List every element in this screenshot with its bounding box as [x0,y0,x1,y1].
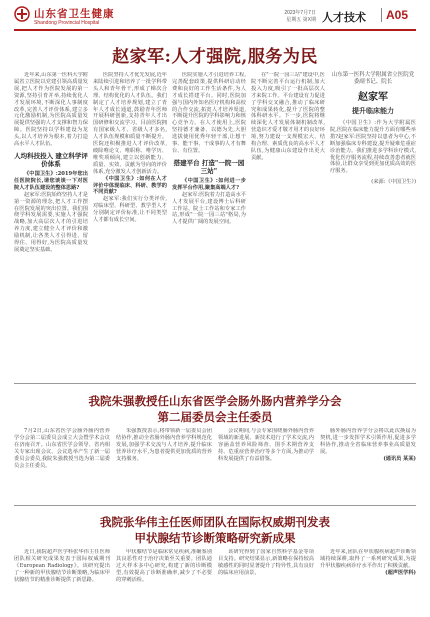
article1-col3-para: 医院实施人才引进培养工程,完善配套政策,提供科研启动经费和良好的工作生活条件,为人才成长搭建平台。同时,医院加强与国内外知名医疗机构和高校的合作交流,拓宽人才培养渠道,不断提升医院的学科影响力和核心竞争力。在人才使用上,医院坚持德才兼备、以德为先,大胆选拔使用优秀年轻干部,让想干事、能干事、干成事的人才有舞台、有位置。 [172,72,246,154]
sidebar-para: 《中国卫生》:作为大学附属医院,医院在临床能力提升方面有哪些举措?赵家军:医院坚持以患者为中心,不断加强临床专科建设,提升疑难危重症诊治能力。我们推进多学科诊疗模式,优化医疗服务流程,持续改善患者就医体验,让群众享受到更加优质高效的医疗服务。 [330,120,416,175]
article1-col1-para: 近年来,山东第一医科大学附属省立医院以党建引领高质量发展,把人才作为医院发展的第一资源,坚持引育并举,持续优化人才发展环境,不断深化人事制度改革,完善人才评价体系,建立多元化激励机制,为医院高质量发展提供坚强的人才支撑和智力保障。医院坚持以学科建设为龙头,以人才培养为根本,着力打造高水平人才队伍。 [14,72,88,148]
article3-column-2 [116,549,212,613]
article1-col4-para: 在"一院一园三站"建设中,医院不断完善平台运行机制,加大投入力度,吸引了一批高层次人才来院工作。平台建设有力促进了学科交叉融合,推动了临床研究和成果转化,提升了医院的整体科研水平。下一步,医院将继续深化人才发展体制机制改革,营造识才爱才敬才用才的良好环境,努力建设一支规模宏大、结构合理、素质优良的高水平人才队伍,为健康山东建设作出更大贡献。 [251,72,325,161]
issue-meta [276,10,316,24]
article1-col1-callout: 《中国卫生》:2019年您出任医院院长,请您谈谈一下对医院人才队伍建设的整体思路? [14,170,88,191]
article1-column-4 [251,72,325,372]
sidebar-kicker: 山东第一医科大学附属省立医院党委副书记、院长 [331,72,415,85]
sidebar-subhead: 提升临床能力 [352,106,394,115]
article3-column-1 [14,549,110,613]
article1-column-1 [14,72,88,372]
article1-col1-para-2: 赵家军:医院始终坚持人才是第一资源的理念,把人才工作摆在医院发展的突出位置。我们围绕学科发展需要,实施人才强院战略,加大高层次人才的引进培养力度,建立健全人才评价和激励机制,让各类人才引得进、留得住、用得好,为医院高质量发展奠定坚实基础。 [14,191,88,253]
article3-column-3 [218,549,314,613]
article1-col2-para: 医院坚持人才优先发展,近年来陆续引进和培养了一批学科带头人和青年骨干,形成了梯次合理、结构优化的人才队伍。我们制定了人才培养规划,建立了青年人才成长通道,鼓励青年医师开展科研创新,支持青年人才出国研修和交流学习。目前医院拥有国家级人才、省级人才多名,人才队伍规模和质量不断提升。医院还积极推进人才评价改革,破除唯论文、唯职称、唯学历、唯奖项倾向,建立以创新能力、质量、实效、贡献为导向的评价体系,充分激发人才创新活力。 [93,72,167,175]
issue-date: 2023年7月7日 [284,10,316,16]
sidebar-source: (来源:《中国卫生》) [371,179,416,186]
sidebar-body [330,120,416,175]
article2-headline-line1: 我院朱强教授任山东省医学会肠外肠内营养学分会 [88,394,342,408]
article-divider-2 [14,505,416,506]
article2-column-2 [116,428,212,500]
article2-col1-para: 7月2日,山东省医学会肠外肠内营养学分会第二届委员会成立大会暨学术会议在济南召开。山东省医学会领导、省内相关专家出席会议。会议选举产生了新一届委员会委员,我院朱强教授当选为第二届委员会主任委员。 [14,428,110,469]
article2-column-3 [218,428,314,500]
article2-headline-line2: 第二届委员会主任委员 [157,410,273,424]
article2-byline: (通讯员 某某) [383,455,416,462]
article2-column-4 [320,428,416,500]
article1-subhead-2: 搭建平台 打造"一院一园三站" [173,158,245,175]
newspaper-subtitle: Shandong Provincial Hospital [34,20,100,26]
issue-weekday: 星期五 第X期 [286,17,316,23]
article3-col1-para: 近日,我院超声医学科张华伟主任医师团队相关研究成果发表于国际权威期刊《European Radiology》。该研究提出了一种新的甲状腺结节诊断策略,为临床甲状腺结节的精准诊断提供了新思路。 [14,549,110,583]
newspaper-logo-icon [14,6,30,22]
article1-column-3 [172,72,246,372]
article2-col4-para: 肠外肠内营养学分会将以此次换届为契机,进一步发挥学术引领作用,促进多学科协作,推动全省临床营养事业高质量发展。 [320,428,416,455]
article3-col2-para: 甲状腺结节是临床常见疾病,准确鉴别其良恶性对于治疗决策至关重要。团队通过大样本多中心研究,构建了新的诊断模型,有效提高了诊断准确率,减少了不必要的穿刺活检。 [116,549,212,583]
article1-col2-callout: 《中国卫生》:如何在人才评价中体现临床、科研、教学的不同贡献? [93,175,167,196]
article1-column-2 [93,72,167,372]
page-number: A05 [381,8,408,22]
article2-column-1 [14,428,110,500]
article1-sidebar [330,72,416,300]
article2-col2-para: 朱强教授表示,将带领新一届委员会团结协作,推动全省肠外肠内营养学科规范化发展,加强学术交流与人才培养,提升临床营养诊疗水平,为患者提供更加优质的营养支持服务。 [116,428,212,462]
article1-col2-para-2: 赵家军:我们实行分类评价,对临床型、科研型、教学型人才分别制定评价标准,让不同类型人才都有成长空间。 [93,196,167,224]
article3-headline-line1: 我院张华伟主任医师团队在国际权威期刊发表 [100,515,330,529]
article3-col3-para: 该研究得到了国家自然科学基金等项目支持。研究结果显示,新策略在保持较高敏感性的同时显著提升了特异性,具有良好的临床应用前景。 [218,549,314,576]
article2-col3-para: 会议期间,与会专家围绕肠外肠内营养领域的新进展、新技术进行了学术交流,内容涵盖营养风险筛查、围手术期营养支持、危重症营养治疗等多个方面,为推动学科发展提供了有益借鉴。 [218,428,314,462]
header-rule [14,29,416,31]
newspaper-title: 山东省卫生健康 [34,8,115,20]
article3-col4-para: 近年来,团队在甲状腺疾病超声诊断领域持续深耕,取得了一系列研究成果,为提升甲状腺疾病诊疗水平作出了积极贡献。 [320,549,416,569]
article1-headline: 赵家军:人才强院,服务为民 [112,47,318,67]
section-title: 人才技术 [322,12,366,24]
article3-column-4 [320,549,416,613]
article1-col3-para-2: 赵家军:医院着力打造高水平人才发展平台,建设博士后科研工作站、院士工作站和专家工作站,形成"一院一园三站"格局,为人才提供广阔的发展空间。 [172,191,246,226]
article3-byline: (超声医学科) [385,569,416,576]
sidebar-name: 赵家军 [358,92,388,103]
article-divider-1 [14,383,416,384]
article1-col3-callout: 《中国卫生》:如何进一步发挥平台作用,聚集高端人才? [172,177,246,191]
article3-headline-line2: 甲状腺结节诊断策略研究新成果 [134,531,296,545]
article1-subhead-1: 人均科技投入 建立科学评价体系 [14,151,88,168]
